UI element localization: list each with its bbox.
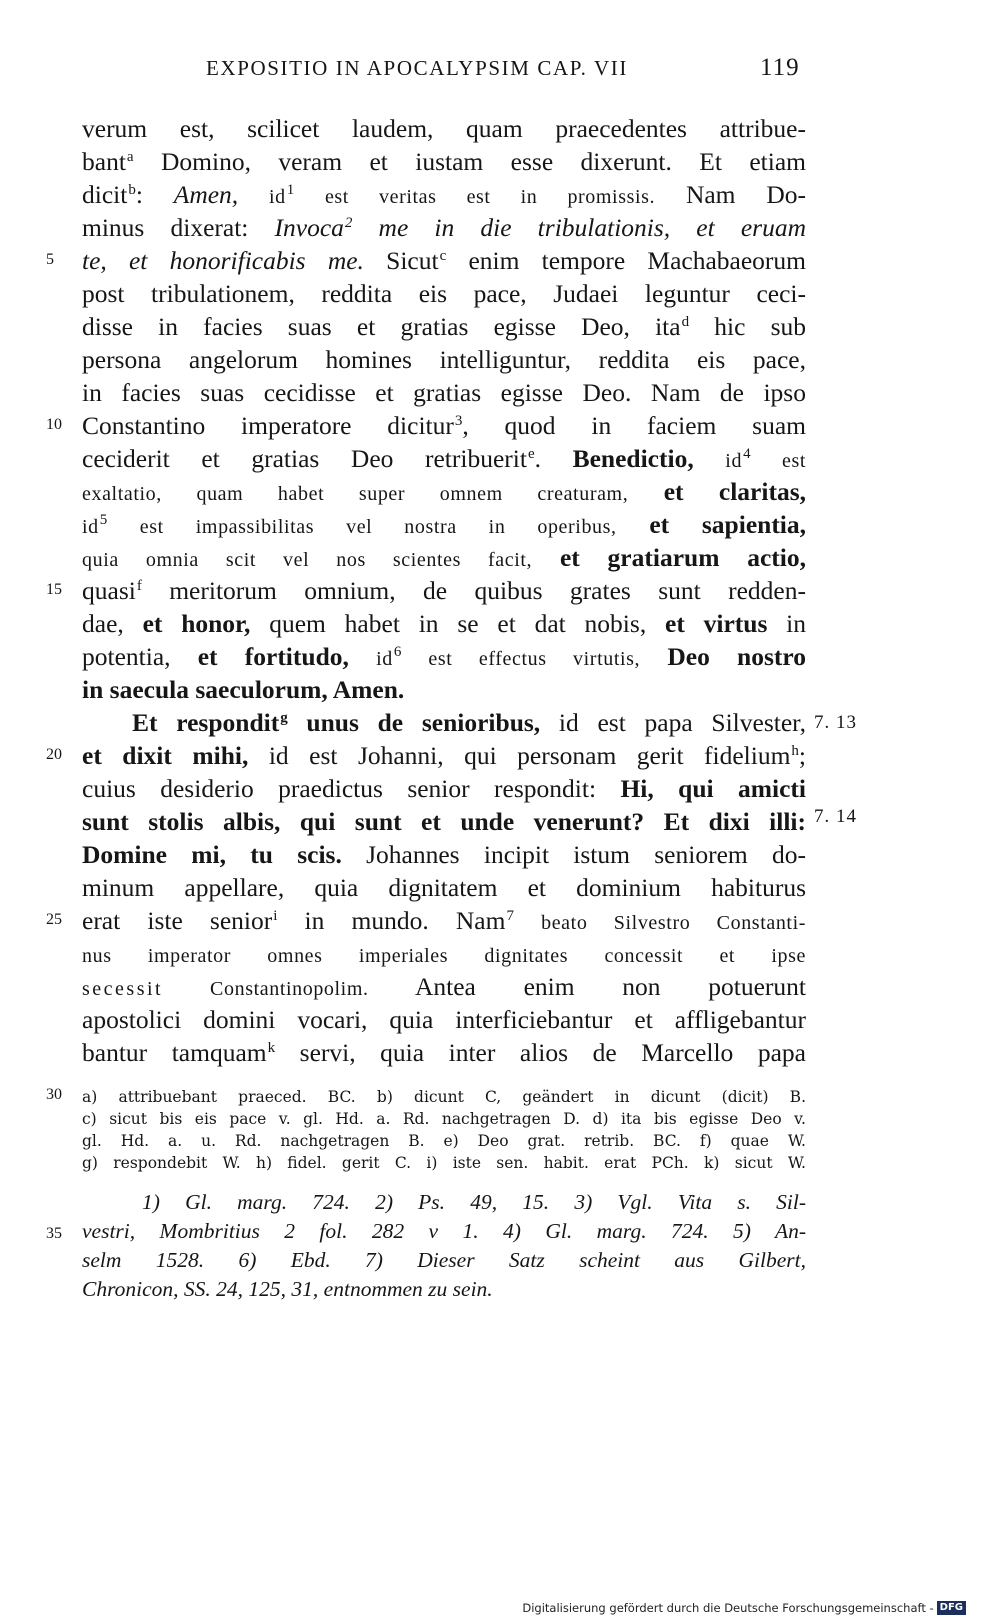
- text-line: in saecula saeculorum, Amen.: [82, 675, 405, 704]
- margin-reference: 7. 14: [814, 806, 857, 827]
- digitization-credit: [522, 1601, 966, 1616]
- text-line: Domine mi, tu scis. Johannes incipit istum seniorem do-: [82, 840, 806, 869]
- running-title: EXPOSITIO IN APOCALYPSIM CAP. VII: [206, 56, 628, 80]
- page-number: 119: [760, 54, 800, 81]
- text-line: cuius desiderio praedictus senior respondit: Hi, qui amicti: [82, 774, 806, 803]
- apparatus-note: f) quae W.: [699, 1132, 806, 1150]
- source-note: 3) Vgl. Vita s. Sil-: [574, 1190, 806, 1214]
- text-line: minum appellare, quia dignitatem et dominium habiturus: [82, 873, 806, 902]
- text-line: quasi$^f$ meritorum omnium, de quibus grates sunt redden-: [82, 576, 806, 605]
- text-line: dicit$^b$: Amen, $id^1$ est veritas est in promissis. Nam Do-: [82, 180, 806, 209]
- line-number: 35: [46, 1225, 62, 1242]
- source-note: Chronicon, SS. 24, 125, 31, entnommen zu sein.: [82, 1277, 493, 1301]
- text-line: post tribulationem, reddita eis pace, Judaei leguntur ceci-: [82, 279, 806, 308]
- text-line: dae, et honor, quem habet in se et dat nobis, et virtus in: [82, 609, 806, 638]
- apparatus-note: c) sicut bis eis pace v. gl. Hd. a. Rd. nachgetragen D.: [82, 1110, 581, 1128]
- line-number: 5: [46, 251, 54, 268]
- source-note: 1) Gl. marg. 724.: [142, 1190, 350, 1214]
- text-line: nus imperator omnes imperiales dignitates concessit et ipse: [82, 945, 806, 967]
- text-line: quia omnia scit vel nos scientes facit, et gratiarum actio,: [82, 543, 806, 572]
- text-line: sunt stolis albis, qui sunt et unde venerunt? Et dixi illi:: [82, 807, 806, 836]
- apparatus-note: i) iste sen. habit. erat PCh.: [426, 1154, 689, 1172]
- margin-reference: 7. 13: [814, 712, 857, 733]
- text-line: bant$^a$ Domino, veram et iustam esse dixerunt. Et etiam: [82, 147, 806, 176]
- text-line: et dixit mihi, id est Johanni, qui personam gerit fidelium$^h$;: [82, 741, 806, 770]
- source-line: [82, 1246, 806, 1275]
- dfg-logo: DFG: [937, 1601, 966, 1615]
- apparatus-line: [82, 1130, 806, 1152]
- text-line: minus dixerat: Invoca$^2$ me in die tribulationis, et eruam: [82, 213, 806, 242]
- line-number: 15: [46, 581, 62, 598]
- text-line: $id^5$ est impassibilitas vel nostra in operibus, et sapientia,: [82, 510, 806, 539]
- credit-text: Digitalisierung gefördert durch die Deutsche Forschungsgemeinschaft -: [522, 1600, 934, 1615]
- text-line: potentia, et fortitudo, $id^6$ est effectus virtutis, Deo nostro: [82, 642, 806, 671]
- source-note: 2) Ps. 49, 15.: [375, 1190, 550, 1214]
- text-line: Constantino imperatore dicitur$^3$, quod in faciem suam: [82, 411, 806, 440]
- source-note: vestri, Mombritius 2 fol. 282 v 1.: [82, 1219, 479, 1243]
- source-line: [82, 1217, 806, 1246]
- apparatus-note: b) dicunt C, geändert in dicunt (dicit) B.: [376, 1088, 806, 1106]
- text-line: bantur tamquam$^k$ servi, quia inter alios de Marcello papa: [82, 1038, 806, 1067]
- source-note: 6) Ebd.: [238, 1248, 331, 1272]
- text-line: verum est, scilicet laudem, quam praecedentes attribue-: [82, 114, 806, 143]
- text-line: ceciderit et gratias Deo retribuerit$^e$. Benedictio, $id^4$ est: [82, 444, 806, 473]
- line-number: 30: [46, 1086, 62, 1103]
- apparatus-note: gl. Hd. a. u. Rd. nachgetragen B.: [82, 1132, 425, 1150]
- text-line: Et respondit$^g$ unus de senioribus, id est papa Silvester,: [132, 708, 806, 737]
- line-number: 25: [46, 911, 62, 928]
- source-line: [142, 1188, 806, 1217]
- text-line: erat iste senior$^i$ in mundo. Nam$^7$ beato Silvestro Constanti-: [82, 906, 806, 935]
- text-line: te, et honorificabis me. Sicut$^c$ enim tempore Machabaeorum: [82, 246, 806, 275]
- apparatus-line: [82, 1152, 806, 1174]
- apparatus-note: k) sicut W.: [704, 1154, 806, 1172]
- line-number: 20: [46, 746, 62, 763]
- source-note: 4) Gl. marg. 724.: [503, 1219, 709, 1243]
- text-line: persona angelorum homines intelliguntur, reddita eis pace,: [82, 345, 806, 374]
- text-line: secessit Constantinopolim. Antea enim non potuerunt: [82, 972, 806, 1001]
- apparatus-note: a) attribuebant praeced. BC.: [82, 1088, 356, 1106]
- apparatus-line: [82, 1108, 806, 1130]
- running-header: [0, 54, 1000, 88]
- text-line: exaltatio, quam habet super omnem creaturam, et claritas,: [82, 477, 806, 506]
- source-line: [82, 1275, 806, 1304]
- source-note: selm 1528.: [82, 1248, 205, 1272]
- text-line: apostolici domini vocari, quia interficiebantur et affligebantur: [82, 1005, 806, 1034]
- apparatus-note: g) respondebit W.: [82, 1154, 241, 1172]
- source-note: 5) An-: [733, 1219, 806, 1243]
- apparatus-line: [82, 1086, 806, 1108]
- text-line: in facies suas cecidisse et gratias egisse Deo. Nam de ipso: [82, 378, 806, 407]
- apparatus-note: h) fidel. gerit C.: [255, 1154, 412, 1172]
- text-line: disse in facies suas et gratias egisse Deo, ita$^d$ hic sub: [82, 312, 806, 341]
- apparatus-note: d) ita bis egisse Deo v.: [592, 1110, 806, 1128]
- line-number: 10: [46, 416, 62, 433]
- source-note: 7) Dieser Satz scheint aus Gilbert,: [365, 1248, 806, 1272]
- apparatus-note: e) Deo grat. retrib. BC.: [443, 1132, 681, 1150]
